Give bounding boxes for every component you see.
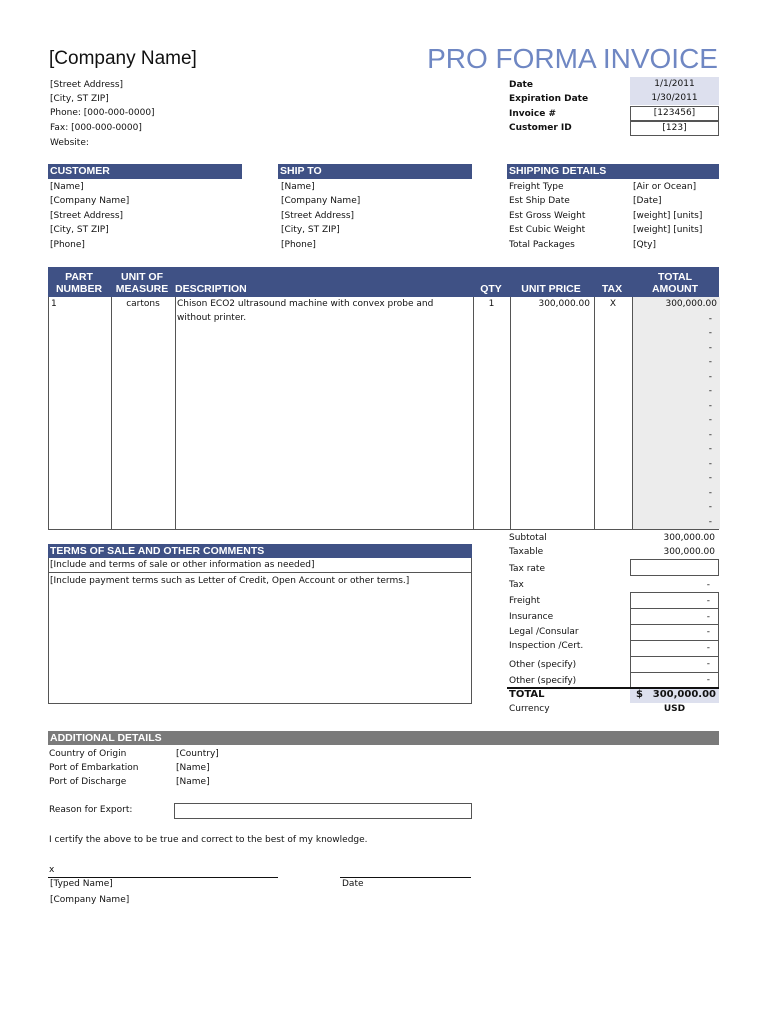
embarkation-label: Port of Embarkation xyxy=(49,763,139,773)
col-divider-5 xyxy=(594,297,595,529)
other-2-label: Other (specify) xyxy=(509,676,577,686)
row1-tax[interactable]: X xyxy=(609,299,617,309)
company-city: [City, ST ZIP] xyxy=(50,94,109,104)
col-divider-2 xyxy=(175,297,176,529)
ship-to-phone: [Phone] xyxy=(281,240,316,250)
date-label: Date xyxy=(509,80,533,90)
customer-header-label: CUSTOMER xyxy=(50,165,110,177)
customer-id-value[interactable]: [123] xyxy=(630,121,719,136)
taxable-value: 300,000.00 xyxy=(663,547,715,557)
items-table-header xyxy=(48,267,719,297)
row12-total-amount: - xyxy=(708,459,712,469)
freight-value[interactable]: - xyxy=(706,596,710,606)
freight-label: Freight xyxy=(509,596,541,606)
charges-divider-1 xyxy=(631,608,718,609)
terms-divider xyxy=(49,572,471,573)
terms-header xyxy=(48,544,472,558)
signature-date-label: Date xyxy=(342,879,364,889)
row8-total-amount: - xyxy=(708,401,712,411)
expiration-label: Expiration Date xyxy=(509,94,589,104)
customer-street: [Street Address] xyxy=(50,211,124,221)
est-gross-weight-value[interactable]: [weight] [units] xyxy=(633,211,703,221)
additional-details-header xyxy=(48,731,719,745)
row15-total-amount: - xyxy=(708,502,712,512)
total-label: TOTAL xyxy=(509,689,545,700)
terms-box[interactable] xyxy=(48,558,472,704)
col-part-line1: PART xyxy=(65,271,93,283)
col-part-line2: NUMBER xyxy=(55,283,103,295)
discharge-label: Port of Discharge xyxy=(49,777,127,787)
row14-total-amount: - xyxy=(708,488,712,498)
ship-to-header xyxy=(278,164,472,179)
signature-company-name: [Company Name] xyxy=(50,895,130,905)
invoice-number-value[interactable]: [123456] xyxy=(630,106,719,121)
tax-rate-input[interactable] xyxy=(630,559,719,576)
taxable-label: Taxable xyxy=(509,547,544,557)
row13-total-amount: - xyxy=(708,473,712,483)
invoice-number-label: Invoice # xyxy=(509,109,557,119)
ship-to-city: [City, ST ZIP] xyxy=(281,225,340,235)
company-phone: Phone: [000-000-0000] xyxy=(50,108,155,118)
company-fax: Fax: [000-000-0000] xyxy=(50,123,142,133)
freight-type-value[interactable]: [Air or Ocean] xyxy=(633,182,697,192)
col-total-amount xyxy=(631,271,719,295)
legal-consular-value[interactable]: - xyxy=(706,627,710,637)
customer-city: [City, ST ZIP] xyxy=(50,225,109,235)
other-2-value[interactable]: - xyxy=(706,675,710,685)
ship-to-street: [Street Address] xyxy=(281,211,355,221)
shipping-details-header xyxy=(507,164,719,179)
origin-label: Country of Origin xyxy=(49,749,127,759)
other-1-label: Other (specify) xyxy=(509,660,577,670)
expiration-value[interactable]: 1/30/2011 xyxy=(630,91,719,105)
additional-details-header-label: ADDITIONAL DETAILS xyxy=(50,732,162,744)
row7-total-amount: - xyxy=(708,386,712,396)
insurance-label: Insurance xyxy=(509,612,554,622)
typed-name: [Typed Name] xyxy=(50,879,113,889)
row1-description-line1[interactable]: Chison ECO2 ultrasound machine with convex probe and xyxy=(177,299,434,309)
embarkation-value[interactable]: [Name] xyxy=(176,763,210,773)
col-divider-4 xyxy=(510,297,511,529)
total-packages-value[interactable]: [Qty] xyxy=(633,240,656,250)
col-description: DESCRIPTION xyxy=(175,283,247,295)
date-value[interactable]: 1/1/2011 xyxy=(630,77,719,91)
tax-value: - xyxy=(706,580,710,590)
reason-for-export-label: Reason for Export: xyxy=(49,805,133,815)
col-unit-of-measure xyxy=(110,271,174,295)
total-currency-symbol: $ xyxy=(636,689,643,700)
row10-total-amount: - xyxy=(708,430,712,440)
items-table-body xyxy=(48,297,719,530)
reason-for-export-input[interactable] xyxy=(174,803,472,819)
ship-to-company: [Company Name] xyxy=(281,196,361,206)
customer-header xyxy=(48,164,242,179)
freight-type-label: Freight Type xyxy=(509,182,564,192)
legal-consular-label: Legal /Consular xyxy=(509,627,579,637)
terms-line2: [Include payment terms such as Letter of Credit, Open Account or other terms.] xyxy=(50,576,410,586)
row1-description-line2[interactable]: without printer. xyxy=(177,313,247,323)
row9-total-amount: - xyxy=(708,415,712,425)
signature-x: x xyxy=(49,865,55,875)
terms-line1: [Include and terms of sale or other information as needed] xyxy=(50,560,315,570)
currency-label: Currency xyxy=(509,704,550,714)
tax-label: Tax xyxy=(509,580,524,590)
row1-unit-of-measure[interactable]: cartons xyxy=(126,299,160,309)
col-uom-line1: UNIT OF xyxy=(121,271,163,283)
row4-total-amount: - xyxy=(708,343,712,353)
est-ship-date-value[interactable]: [Date] xyxy=(633,196,662,206)
col-total-line1: TOTAL xyxy=(657,271,693,283)
invoice-title: PRO FORMA INVOICE xyxy=(427,43,718,74)
col-unit-price: UNIT PRICE xyxy=(521,283,581,295)
other-1-value[interactable]: - xyxy=(706,659,710,669)
subtotal-label: Subtotal xyxy=(509,533,547,543)
ship-to-header-label: SHIP TO xyxy=(280,165,322,177)
total-value: 300,000.00 xyxy=(652,689,716,700)
est-gross-weight-label: Est Gross Weight xyxy=(509,211,586,221)
est-ship-date-label: Est Ship Date xyxy=(509,196,570,206)
row1-qty[interactable]: 1 xyxy=(488,299,495,309)
customer-company: [Company Name] xyxy=(50,196,130,206)
row3-total-amount: - xyxy=(708,328,712,338)
ship-to-name: [Name] xyxy=(281,182,315,192)
row16-total-amount: - xyxy=(708,517,712,527)
insurance-value[interactable]: - xyxy=(706,612,710,622)
customer-name: [Name] xyxy=(50,182,84,192)
customer-phone: [Phone] xyxy=(50,240,85,250)
row5-total-amount: - xyxy=(708,357,712,367)
subtotal-value: 300,000.00 xyxy=(663,533,715,543)
row1-total-amount: 300,000.00 xyxy=(665,299,717,309)
total-packages-label: Total Packages xyxy=(509,240,575,250)
col-part-number xyxy=(48,271,110,295)
est-cubic-weight-label: Est Cubic Weight xyxy=(509,225,586,235)
discharge-value[interactable]: [Name] xyxy=(176,777,210,787)
row2-total-amount: - xyxy=(708,314,712,324)
origin-value[interactable]: [Country] xyxy=(176,749,219,759)
company-street: [Street Address] xyxy=(50,80,124,90)
shipping-details-header-label: SHIPPING DETAILS xyxy=(509,165,607,177)
row6-total-amount: - xyxy=(708,372,712,382)
est-cubic-weight-value[interactable]: [weight] [units] xyxy=(633,225,703,235)
col-tax: TAX xyxy=(601,283,623,295)
customer-id-label: Customer ID xyxy=(509,123,572,133)
col-qty: QTY xyxy=(480,283,502,295)
row1-part-number[interactable]: 1 xyxy=(51,299,57,309)
certification-statement: I certify the above to be true and correct to the best of my knowledge. xyxy=(49,835,368,845)
tax-rate-label: Tax rate xyxy=(509,564,545,574)
col-divider-3 xyxy=(473,297,474,529)
col-total-line2: AMOUNT xyxy=(651,283,699,295)
col-uom-line2: MEASURE xyxy=(115,283,169,295)
currency-value: USD xyxy=(663,704,686,714)
row1-unit-price[interactable]: 300,000.00 xyxy=(538,299,590,309)
company-website: Website: xyxy=(50,138,89,148)
company-name: [Company Name] xyxy=(49,48,197,69)
col-divider-1 xyxy=(111,297,112,529)
terms-header-label: TERMS OF SALE AND OTHER COMMENTS xyxy=(50,545,265,557)
inspection-value[interactable]: - xyxy=(706,643,710,653)
row11-total-amount: - xyxy=(708,444,712,454)
inspection-label: Inspection /Cert. xyxy=(509,641,584,651)
